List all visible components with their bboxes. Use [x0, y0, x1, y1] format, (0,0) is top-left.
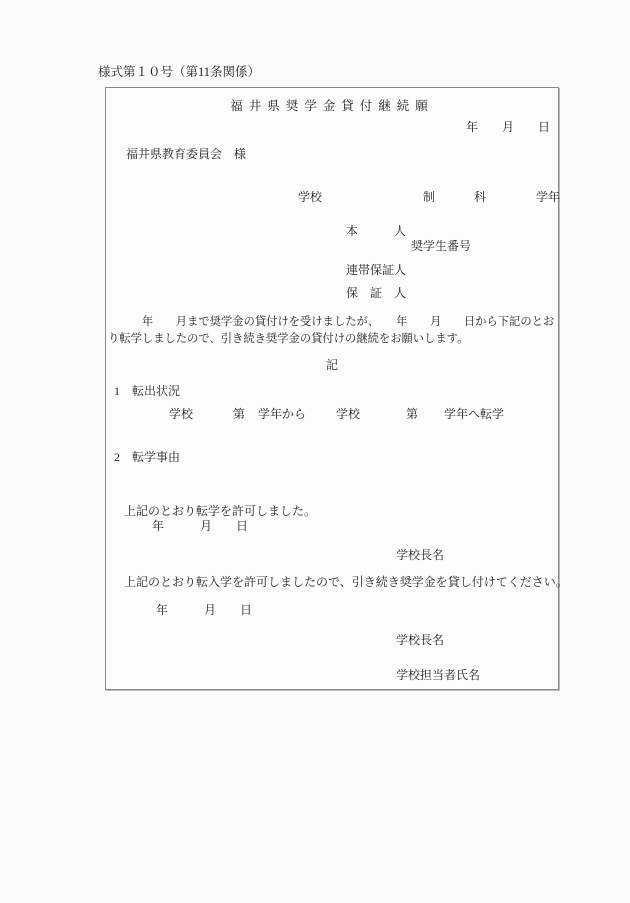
- from-grade-label: 学年から: [258, 407, 307, 421]
- section-2-heading: 2 転学事由: [114, 450, 181, 464]
- to-grade-transfer-label: 学年へ転学: [444, 407, 505, 421]
- applicant-label: 本 人: [346, 224, 407, 238]
- doc-number: 様式第１０号（第11条関係）: [98, 65, 261, 79]
- section-1-heading: 1 転出状況: [114, 384, 181, 398]
- principal-name-label-1: 学校長名: [396, 548, 445, 562]
- addressee: 福井県教育委員会 様: [126, 147, 247, 161]
- grade-label: 学年: [536, 190, 561, 204]
- joint-guarantor-label: 連帯保証人: [346, 263, 407, 277]
- top-date-line: 年 月 日: [465, 120, 550, 134]
- school-label: 学校: [298, 190, 323, 204]
- transfer-out-approval-text: 上記のとおり転学を許可しました。: [124, 504, 317, 518]
- request-paragraph: 年 月まで奨学金の貸付けを受けましたが、 年 月 日から下記のとおり転学しましたので、引き続き奨学金の貸付けの継続をお願いします。: [108, 316, 555, 345]
- from-dai-label: 第: [233, 407, 246, 421]
- guarantor-label: 保 証 人: [346, 286, 407, 300]
- to-school-label: 学校: [336, 407, 361, 421]
- transfer-in-approval-text: 上記のとおり転入学を許可しましたので、引き続き奨学金を貸し付けてください。: [124, 575, 568, 589]
- school-officer-name-label: 学校担当者氏名: [396, 668, 481, 682]
- course-system-label: 制: [423, 190, 436, 204]
- transfer-in-approval-date: 年 月 日: [156, 603, 253, 617]
- department-label: 科: [474, 190, 487, 204]
- from-school-label: 学校: [169, 407, 194, 421]
- scholar-number-label: 奨学生番号: [411, 239, 472, 253]
- to-dai-label: 第: [406, 407, 419, 421]
- transfer-out-approval-date: 年 月 日: [152, 519, 249, 533]
- note-heading: 記: [325, 358, 338, 372]
- form-border-box: [105, 87, 568, 690]
- principal-name-label-2: 学校長名: [396, 633, 445, 647]
- form-title: 福井県奨学金貸付継続願: [230, 99, 434, 113]
